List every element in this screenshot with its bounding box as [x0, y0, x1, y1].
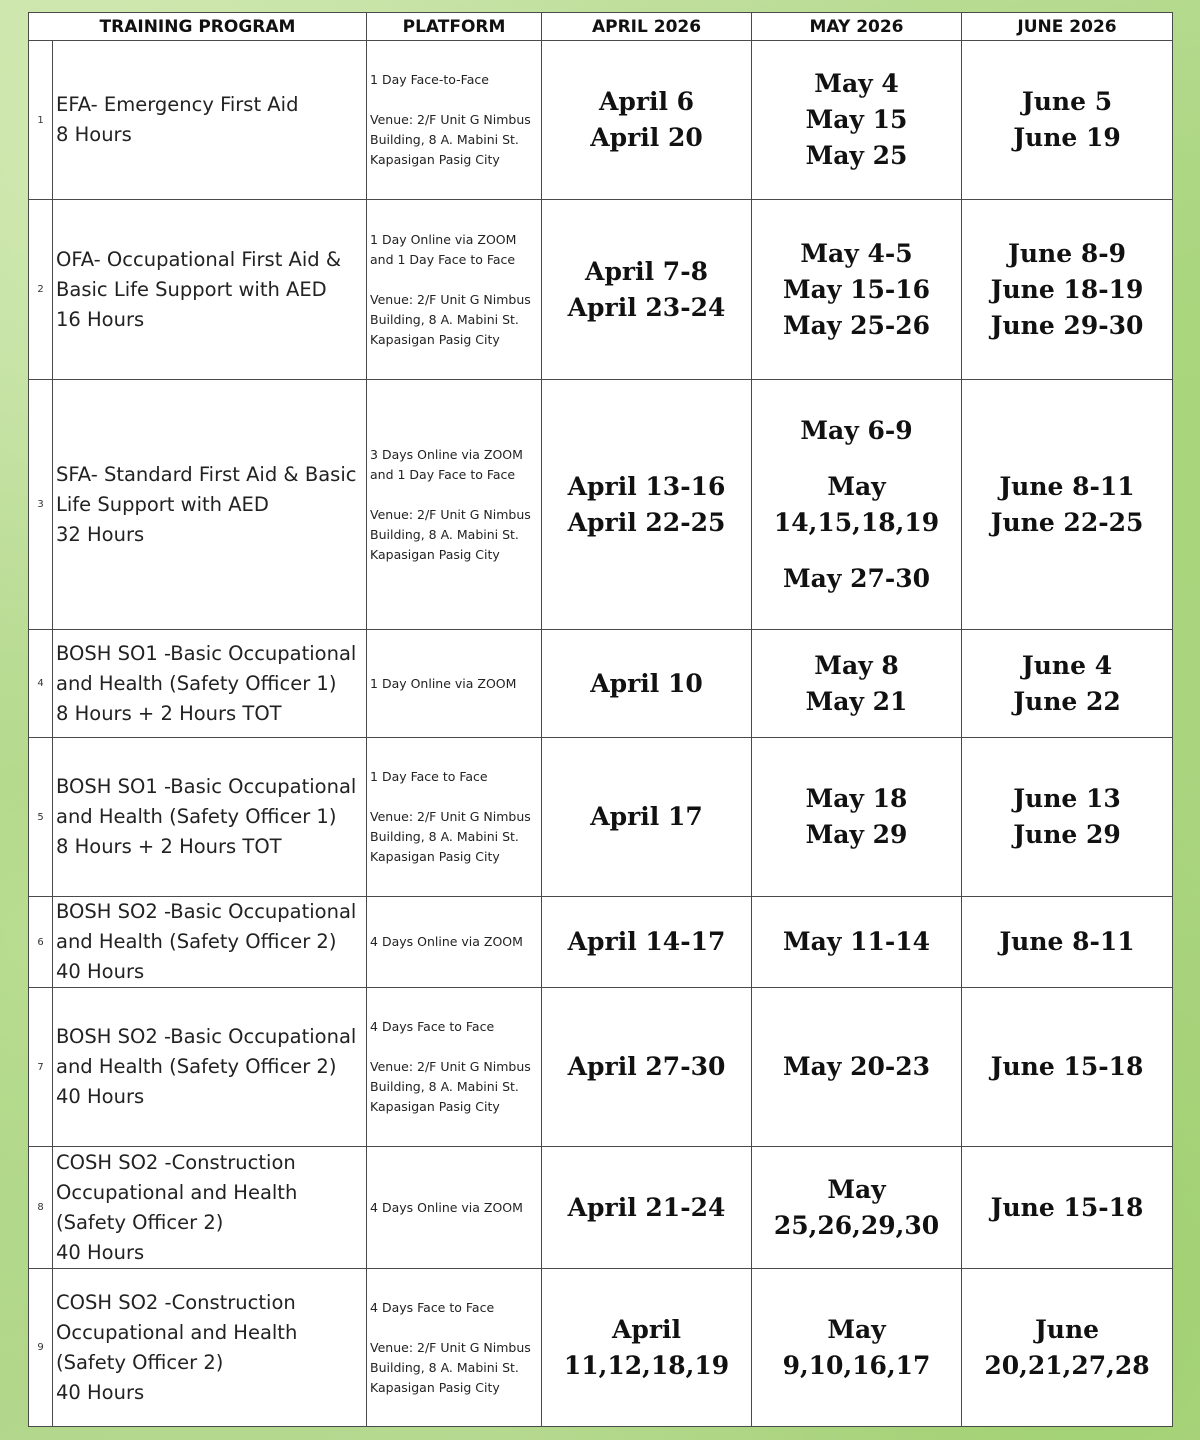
row-number: 4 [29, 630, 53, 738]
june-dates-cell [962, 1147, 1173, 1269]
program-line: and Health (Safety Officer 1) [56, 671, 337, 695]
date-line: April 20 [590, 123, 703, 152]
program-line: 40 Hours [56, 1240, 145, 1264]
date-line: April 27-30 [567, 1052, 726, 1081]
june-dates-cell [962, 380, 1173, 630]
date-line: May 4-5 [800, 238, 913, 268]
date-line: June 29-30 [990, 310, 1144, 340]
spacer [370, 90, 541, 110]
training-program-cell [53, 1147, 367, 1269]
table-row [29, 738, 1173, 897]
date-line: 20,21,27,28 [984, 1350, 1150, 1380]
program-line: 16 Hours [56, 307, 145, 331]
schedule-body [29, 41, 1173, 1427]
platform-cell [367, 380, 542, 630]
date-line: 14,15,18,19 [773, 507, 940, 537]
platform-line: 1 Day Face-to-Face [370, 72, 489, 87]
date-line: June 19 [1013, 123, 1121, 152]
may-dates-cell [752, 738, 962, 897]
platform-line: Kapasigan Pasig City [370, 546, 500, 562]
april-dates-cell [542, 380, 752, 630]
spacer [370, 1037, 541, 1057]
may-dates-cell [752, 897, 962, 988]
date-line: June 13 [1013, 784, 1121, 813]
program-line: (Safety Officer 2) [56, 1350, 224, 1374]
may-dates-cell [752, 200, 962, 380]
date-line: June 15-18 [990, 1052, 1144, 1081]
june-dates-cell [962, 1269, 1173, 1427]
platform-line: Venue: 2/F Unit G Nimbus [370, 112, 531, 127]
training-program-cell [53, 41, 367, 200]
header-april-2026: APRIL 2026 [542, 13, 752, 41]
date-line: May 25 [805, 141, 908, 170]
platform-line: and 1 Day Face to Face [370, 466, 516, 482]
platform-line: and 1 Day Face to Face [370, 251, 516, 267]
april-dates-cell [542, 988, 752, 1147]
date-line: May [827, 1174, 886, 1204]
platform-line: Building, 8 A. Mabini St. [370, 1359, 519, 1375]
date-line: June [1034, 1314, 1100, 1344]
date-line: May 20-23 [782, 1052, 931, 1081]
program-line: 40 Hours [56, 960, 145, 983]
platform-line: 4 Days Face to Face [370, 1019, 495, 1034]
table-row [29, 988, 1173, 1147]
row-number: 3 [29, 380, 53, 630]
training-schedule-table [28, 12, 1173, 1427]
platform-line: Building, 8 A. Mabini St. [370, 526, 519, 542]
may-dates-cell [752, 988, 962, 1147]
june-dates-cell [962, 200, 1173, 380]
row-number: 6 [29, 897, 53, 988]
program-line: and Health (Safety Officer 1) [56, 805, 337, 828]
date-line: June 8-11 [999, 471, 1135, 501]
program-line: BOSH SO1 -Basic Occupational [56, 775, 357, 798]
date-line: May 21 [805, 686, 908, 716]
date-line: April 10 [590, 668, 703, 698]
date-line: May [827, 471, 886, 501]
platform-line: Venue: 2/F Unit G Nimbus [370, 1059, 531, 1074]
platform-cell [367, 1147, 542, 1269]
table-row [29, 1147, 1173, 1269]
date-line: May 8 [814, 650, 899, 680]
date-line: April 22-25 [567, 507, 726, 537]
program-line: Basic Life Support with AED [56, 277, 327, 301]
date-line: April 23-24 [567, 292, 726, 322]
table-row [29, 1269, 1173, 1427]
april-dates-cell [542, 41, 752, 200]
date-line: May 15-16 [782, 274, 931, 304]
program-line: COSH SO2 -Construction [56, 1290, 296, 1314]
date-line: June 22-25 [990, 507, 1144, 537]
platform-cell [367, 897, 542, 988]
date-line: May 27-30 [782, 563, 931, 593]
program-line: 40 Hours [56, 1380, 145, 1404]
platform-cell [367, 41, 542, 200]
date-line: June 8-9 [1008, 238, 1126, 268]
date-line: April 14-17 [567, 927, 726, 956]
april-dates-cell [542, 200, 752, 380]
program-line: and Health (Safety Officer 2) [56, 1055, 337, 1078]
date-line: June 15-18 [990, 1192, 1144, 1222]
row-number: 9 [29, 1269, 53, 1427]
program-line: and Health (Safety Officer 2) [56, 930, 337, 953]
may-dates-cell [752, 41, 962, 200]
training-program-cell [53, 380, 367, 630]
date-line: June 8-11 [999, 927, 1135, 956]
platform-cell [367, 988, 542, 1147]
program-line: OFA- Occupational First Aid & [56, 247, 342, 271]
spacer [370, 270, 541, 290]
spacer [752, 541, 961, 561]
platform-line: Building, 8 A. Mabini St. [370, 132, 519, 147]
header-june-2026: JUNE 2026 [962, 13, 1173, 41]
date-line: May 11-14 [782, 927, 931, 956]
platform-line: Building, 8 A. Mabini St. [370, 829, 519, 844]
date-line: May 9,10,16,17 [782, 1314, 931, 1380]
platform-line: 4 Days Online via ZOOM [370, 934, 523, 949]
platform-line: Kapasigan Pasig City [370, 152, 500, 167]
program-line: BOSH SO2 -Basic Occupational [56, 900, 357, 923]
date-line: June 4 [1021, 650, 1113, 680]
training-program-cell [53, 1269, 367, 1427]
platform-line: Kapasigan Pasig City [370, 1379, 500, 1395]
date-line: May 6-9 [800, 415, 913, 445]
program-line: COSH SO2 -Construction [56, 1150, 296, 1174]
spacer [752, 449, 961, 469]
date-line: May 18 [805, 784, 908, 813]
date-line: May 25-26 [782, 310, 931, 340]
training-program-cell [53, 897, 367, 988]
june-dates-cell [962, 630, 1173, 738]
april-dates-cell [542, 738, 752, 897]
spacer [370, 787, 541, 807]
row-number: 1 [29, 41, 53, 200]
row-number: 8 [29, 1147, 53, 1269]
platform-line: Building, 8 A. Mabini St. [370, 1079, 519, 1094]
program-line: (Safety Officer 2) [56, 1210, 224, 1234]
may-dates-cell [752, 630, 962, 738]
platform-line: Kapasigan Pasig City [370, 1099, 500, 1114]
june-dates-cell [962, 897, 1173, 988]
header-platform: PLATFORM [367, 13, 542, 41]
platform-line: Venue: 2/F Unit G Nimbus [370, 1339, 531, 1355]
platform-line: 1 Day Face to Face [370, 769, 488, 784]
date-line: May 29 [805, 820, 908, 849]
program-line: Life Support with AED [56, 492, 269, 516]
may-dates-cell [752, 1147, 962, 1269]
platform-cell [367, 738, 542, 897]
table-row [29, 41, 1173, 200]
platform-line: 4 Days Face to Face [370, 1299, 495, 1315]
row-number: 5 [29, 738, 53, 897]
table-row [29, 200, 1173, 380]
table-row [29, 380, 1173, 630]
program-line: SFA- Standard First Aid & Basic [56, 462, 357, 486]
date-line: April 21-24 [567, 1192, 726, 1222]
header-training-program: TRAINING PROGRAM [29, 13, 367, 41]
spacer [370, 485, 541, 505]
program-line: 40 Hours [56, 1085, 145, 1108]
table-row [29, 897, 1173, 988]
date-line: April 7-8 [585, 256, 708, 286]
april-dates-cell [542, 897, 752, 988]
program-line: Occupational and Health [56, 1180, 298, 1204]
training-program-cell [53, 630, 367, 738]
date-line: April 13-16 [567, 471, 726, 501]
platform-line: 1 Day Online via ZOOM [370, 675, 517, 691]
program-line: Occupational and Health [56, 1320, 298, 1344]
platform-line: Venue: 2/F Unit G Nimbus [370, 809, 531, 824]
platform-line: Kapasigan Pasig City [370, 849, 500, 864]
program-line: 32 Hours [56, 522, 145, 546]
date-line: June 18-19 [990, 274, 1144, 304]
platform-cell [367, 200, 542, 380]
program-line: 8 Hours + 2 Hours TOT [56, 835, 282, 858]
april-dates-cell [542, 1269, 752, 1427]
june-dates-cell [962, 738, 1173, 897]
platform-line: Venue: 2/F Unit G Nimbus [370, 291, 531, 307]
june-dates-cell [962, 988, 1173, 1147]
june-dates-cell [962, 41, 1173, 200]
date-line: May 15 [805, 105, 908, 134]
program-line: 8 Hours [56, 123, 132, 146]
date-line: June 22 [1013, 686, 1121, 716]
table-row [29, 630, 1173, 738]
platform-line: 4 Days Online via ZOOM [370, 1199, 523, 1215]
schedule-sheet [28, 12, 1172, 1427]
training-program-cell [53, 988, 367, 1147]
row-number: 2 [29, 200, 53, 380]
spacer [370, 1318, 541, 1338]
april-dates-cell [542, 630, 752, 738]
date-line: May 4 [814, 69, 899, 98]
platform-cell [367, 630, 542, 738]
platform-line: Building, 8 A. Mabini St. [370, 311, 519, 327]
program-line: BOSH SO2 -Basic Occupational [56, 1025, 357, 1048]
platform-line: 1 Day Online via ZOOM [370, 231, 517, 247]
platform-cell [367, 1269, 542, 1427]
date-line: 11,12,18,19 [563, 1350, 730, 1380]
program-line: 8 Hours + 2 Hours TOT [56, 701, 282, 725]
header-row [29, 13, 1173, 41]
training-program-cell [53, 738, 367, 897]
date-line: June 5 [1021, 87, 1113, 116]
program-line: BOSH SO1 -Basic Occupational [56, 641, 357, 665]
platform-line: Venue: 2/F Unit G Nimbus [370, 506, 531, 522]
platform-line: Kapasigan Pasig City [370, 331, 500, 347]
may-dates-cell [752, 1269, 962, 1427]
date-line: April [611, 1314, 682, 1344]
header-may-2026: MAY 2026 [752, 13, 962, 41]
date-line: June 29 [1013, 820, 1121, 849]
date-line: April 6 [598, 87, 695, 116]
platform-line: 3 Days Online via ZOOM [370, 446, 523, 462]
row-number: 7 [29, 988, 53, 1147]
date-line: 25,26,29,30 [773, 1210, 940, 1240]
program-line: EFA- Emergency First Aid [56, 93, 299, 116]
may-dates-cell [752, 380, 962, 630]
training-program-cell [53, 200, 367, 380]
april-dates-cell [542, 1147, 752, 1269]
date-line: April 17 [590, 802, 703, 831]
